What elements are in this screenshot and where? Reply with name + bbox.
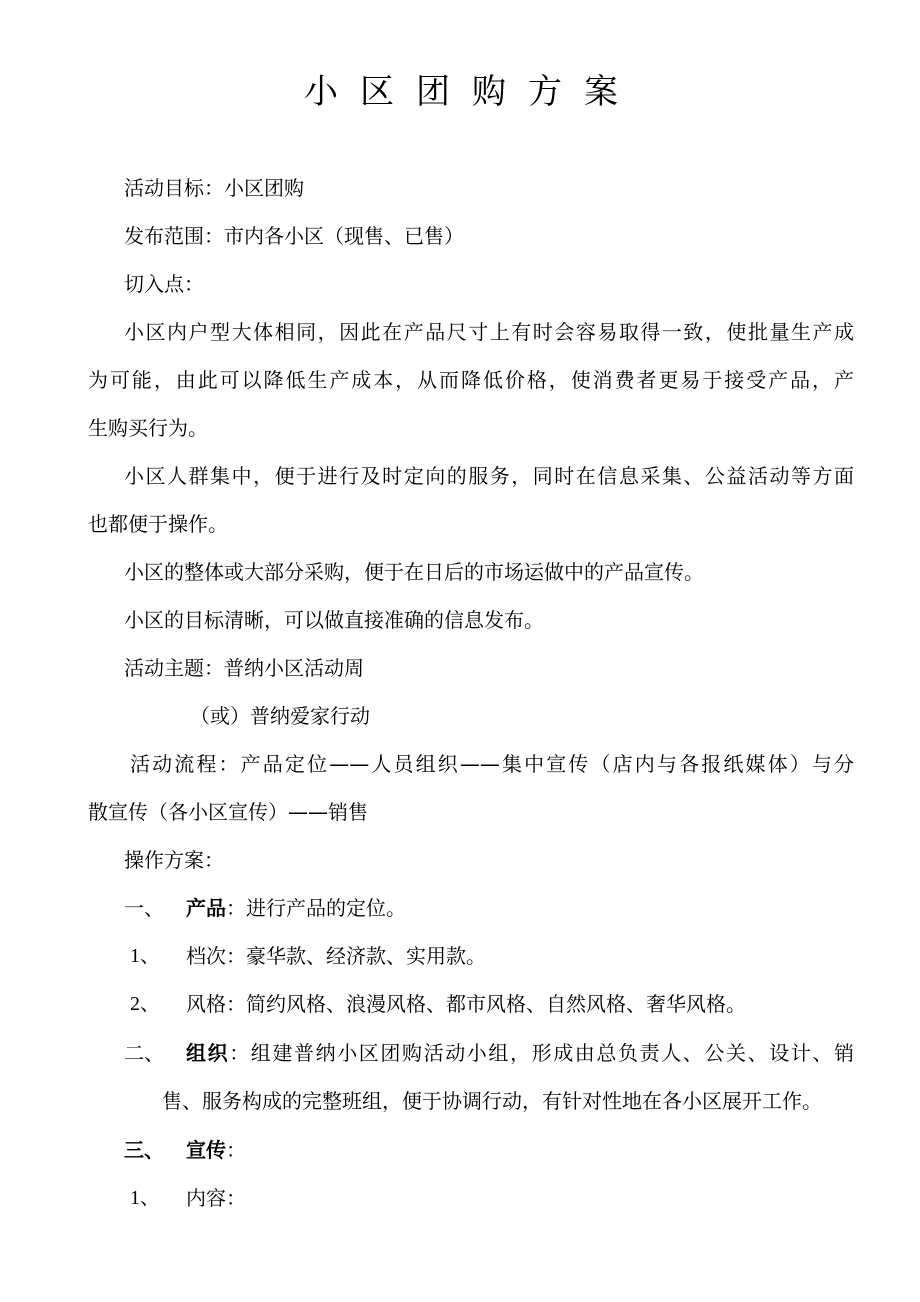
paragraph-1-line-3: 生购买行为。 (88, 416, 208, 440)
section-3-1-number: 1、 (130, 1187, 160, 1209)
paragraph-4: 小区的目标清晰，可以做直接准确的信息发布。 (124, 608, 544, 632)
section-1-heading: 产品 (186, 896, 226, 920)
section-3-line (186, 1138, 246, 1162)
section-2-line-1 (186, 1041, 854, 1065)
section-2-line-2: 售、服务构成的完整班组，便于协调行动，有针对性地在各小区展开工作。 (162, 1089, 822, 1113)
section-2-number: 二、 (124, 1041, 164, 1065)
paragraph-1-line-2: 为可能，由此可以降低生产成本，从而降低价格，使消费者更易于接受产品，产 (88, 368, 854, 392)
paragraph-1-line-1: 小区内户型大体相同，因此在产品尺寸上有时会容易取得一致，使批量生产成 (124, 320, 854, 344)
paragraph-3: 小区的整体或大部分采购，便于在日后的市场运做中的产品宣传。 (124, 560, 704, 584)
section-1-number: 一、 (124, 896, 164, 920)
section-2-text-1: ：组建普纳小区团购活动小组，形成由总负责人、公关、设计、销 (229, 1041, 855, 1065)
entry-point-label: 切入点： (124, 272, 204, 296)
section-1-text: ：进行产品的定位。 (226, 896, 406, 920)
flow-line-2: 散宣传（各小区宣传）——销售 (88, 800, 368, 824)
section-1-1-text: 档次：豪华款、经济款、实用款。 (186, 944, 486, 968)
section-1-line (186, 896, 406, 920)
section-1-1-number: 1、 (130, 945, 160, 967)
document-title: 小区团购方案 (304, 72, 640, 112)
scope-line: 发布范围：市内各小区（现售、已售） (124, 224, 464, 248)
section-3-text: ： (226, 1138, 246, 1162)
section-1-2-number: 2、 (130, 993, 160, 1015)
flow-line-1: 活动流程：产品定位——人员组织——集中宣传（店内与各报纸媒体）与分 (130, 752, 854, 776)
section-3-1-text: 内容： (186, 1186, 246, 1210)
section-3-number: 三、 (124, 1138, 164, 1162)
plan-label: 操作方案： (124, 848, 224, 872)
paragraph-2-line-2: 也都便于操作。 (88, 512, 228, 536)
theme-line: 活动主题：普纳小区活动周 (124, 656, 364, 680)
section-2-heading: 组织 (186, 1041, 230, 1065)
goal-line: 活动目标：小区团购 (124, 176, 304, 200)
section-1-2-text: 风格：简约风格、浪漫风格、都市风格、自然风格、奢华风格。 (186, 992, 746, 1016)
paragraph-2-line-1: 小区人群集中，便于进行及时定向的服务，同时在信息采集、公益活动等方面 (124, 464, 854, 488)
section-3-heading: 宣传 (186, 1138, 226, 1162)
theme-alternative-line: （或）普纳爱家行动 (190, 704, 370, 728)
